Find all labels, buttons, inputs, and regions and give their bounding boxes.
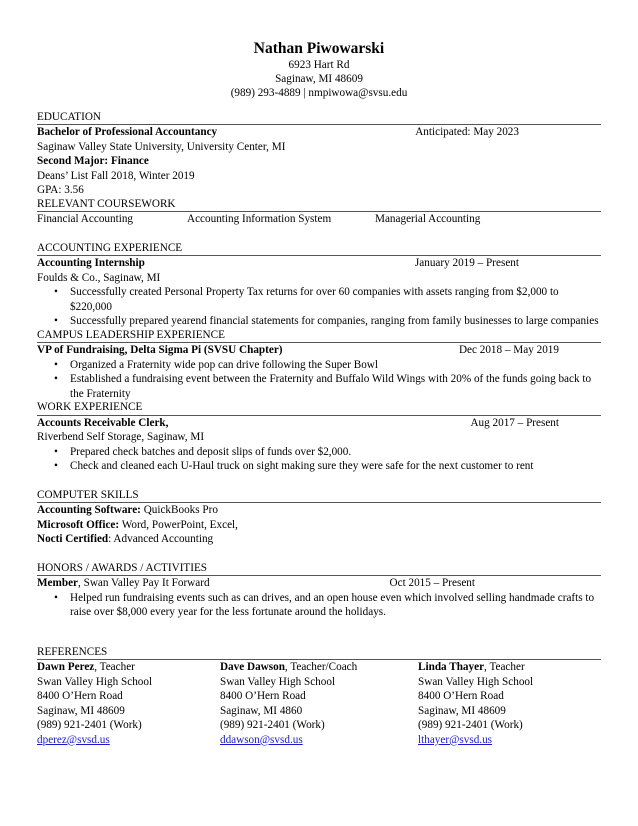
- work-date: Aug 2017 – Present: [470, 416, 559, 429]
- campus-title: CAMPUS LEADERSHIP EXPERIENCE: [37, 329, 601, 344]
- education-section: [37, 111, 601, 198]
- accounting-role: Accounting Internship: [37, 257, 145, 270]
- reference-city: Saginaw, MI 48609: [37, 704, 125, 717]
- reference-school: Swan Valley High School: [418, 675, 534, 688]
- accounting-date: January 2019 – Present: [414, 257, 519, 270]
- reference-card: [37, 660, 220, 747]
- reference-school: Swan Valley High School: [219, 675, 336, 688]
- reference-name-line: [37, 660, 220, 675]
- bullet-text: Check and cleaned each U-Haul truck on sight making sure they were safe for the next customer to rent: [70, 460, 534, 473]
- contact-line: (989) 293-4889 | nmpiwowa@svsu.edu: [230, 87, 408, 100]
- coursework-section: [37, 198, 601, 227]
- list-item: [54, 314, 601, 329]
- skills-section: [37, 489, 601, 547]
- work-role-row: [37, 416, 601, 431]
- honors-role-row: [37, 576, 601, 591]
- bullet-icon: •: [54, 445, 58, 458]
- honors-date: Oct 2015 – Present: [389, 577, 475, 590]
- reference-phone: (989) 921-2401 (Work): [219, 719, 325, 732]
- skill-item: [37, 518, 601, 533]
- list-item: [54, 358, 601, 373]
- honors-role-value: , Swan Valley Pay It Forward: [78, 577, 210, 590]
- bullet-icon: •: [54, 315, 58, 328]
- skill-label: Microsoft Office:: [37, 518, 120, 531]
- skill-label: Accounting Software:: [37, 504, 141, 517]
- campus-section: [37, 329, 601, 402]
- reference-city: Saginaw, MI 48609: [418, 704, 506, 717]
- work-bullets: [37, 445, 601, 474]
- accounting-org: Foulds & Co., Saginaw, MI: [37, 271, 161, 284]
- reference-name: Dave Dawson: [219, 661, 285, 674]
- coursework-title: RELEVANT COURSEWORK: [37, 198, 601, 213]
- work-title: WORK EXPERIENCE: [37, 401, 601, 416]
- honors-title: HONORS / AWARDS / ACTIVITIES: [37, 562, 601, 577]
- bullet-text: Helped run fundraising events such as can drives, and an open house even which involved selling handmade crafts to raise over $8,000 every year for the less fortunate around the holidays.: [70, 591, 595, 619]
- bullet-text: Successfully created Personal Property Tax returns for over 60 companies with assets ranging from $2,000 to $220,000: [70, 286, 559, 313]
- resume-page: [37, 0, 601, 747]
- address-line-2: Saginaw, MI 48609: [275, 73, 363, 86]
- bullet-text: Successfully prepared yearend financial statements for companies, ranging from family businesses to large companies: [70, 315, 599, 328]
- reference-card: [418, 660, 601, 747]
- candidate-name: Nathan Piwowarski: [253, 40, 385, 57]
- bullet-icon: •: [54, 358, 58, 371]
- skill-value: QuickBooks Pro: [140, 504, 218, 517]
- reference-role: , Teacher: [94, 661, 135, 674]
- bullet-text: Organized a Fraternity wide pop can drive following the Super Bowl: [70, 358, 378, 371]
- reference-street: 8400 O’Hern Road: [418, 690, 504, 703]
- bullet-icon: •: [54, 591, 58, 604]
- honors-bullets: [37, 591, 601, 620]
- bullet-text: Prepared check batches and deposit slips of funds over $2,000.: [70, 445, 352, 458]
- list-item: [54, 372, 601, 401]
- list-item: [54, 459, 601, 474]
- reference-role: , Teacher: [484, 661, 525, 674]
- second-major: Second Major: Finance: [37, 155, 149, 168]
- education-title: EDUCATION: [37, 111, 601, 126]
- campus-role-row: [37, 343, 601, 358]
- reference-name: Linda Thayer: [418, 661, 485, 674]
- resume-header: [37, 40, 601, 101]
- address-line-1: 6923 Hart Rd: [288, 59, 350, 71]
- reference-phone: (989) 921-2401 (Work): [37, 719, 142, 732]
- bullet-icon: •: [54, 286, 58, 299]
- references-list: [37, 660, 601, 747]
- reference-email-link[interactable]: dperez@svsd.us: [37, 733, 110, 746]
- reference-card: [220, 660, 418, 747]
- deans-list: Deans’ List Fall 2018, Winter 2019: [37, 169, 195, 182]
- skill-item: [37, 532, 601, 547]
- degree-date: Anticipated: May 2023: [415, 126, 519, 139]
- course-item: Managerial Accounting: [375, 213, 481, 226]
- course-item: Financial Accounting: [37, 213, 134, 226]
- degree-name: Bachelor of Professional Accountancy: [37, 126, 218, 139]
- skill-value: Word, PowerPoint, Excel,: [119, 518, 238, 531]
- bullet-icon: •: [54, 460, 58, 473]
- list-item: [54, 445, 601, 460]
- list-item: [54, 591, 601, 620]
- list-item: [54, 285, 601, 314]
- reference-phone: (989) 921-2401 (Work): [418, 719, 523, 732]
- gpa: GPA: 3.56: [37, 184, 84, 197]
- work-role: Accounts Receivable Clerk,: [37, 416, 169, 429]
- reference-name-line: [418, 660, 601, 675]
- skill-label: Nocti Certified: [37, 533, 109, 546]
- skills-title: COMPUTER SKILLS: [37, 489, 601, 504]
- honors-role: [37, 576, 210, 591]
- bullet-text: Established a fundraising event between the Fraternity and Buffalo Wild Wings with 20% of the funds going back to the Fraternity: [70, 373, 592, 400]
- course-item: Accounting Information System: [187, 213, 332, 226]
- campus-role: VP of Fundraising, Delta Sigma Pi (SVSU Chapter): [37, 344, 283, 357]
- skill-item: [37, 503, 601, 518]
- references-section: [37, 646, 601, 748]
- campus-date: Dec 2018 – May 2019: [458, 344, 559, 357]
- reference-email-link[interactable]: ddawson@svsd.us: [219, 733, 303, 746]
- honors-role-label: Member: [37, 577, 78, 590]
- references-title: REFERENCES: [37, 646, 601, 661]
- degree-row: [37, 125, 601, 140]
- work-org: Riverbend Self Storage, Saginaw, MI: [37, 431, 205, 444]
- reference-name: Dawn Perez: [37, 661, 95, 674]
- course-list: [37, 212, 601, 227]
- reference-school: Swan Valley High School: [37, 675, 153, 688]
- skill-value: : Advanced Accounting: [108, 533, 214, 546]
- accounting-title: ACCOUNTING EXPERIENCE: [37, 242, 601, 257]
- reference-role: , Teacher/Coach: [284, 661, 358, 674]
- campus-bullets: [37, 358, 601, 402]
- reference-street: 8400 O’Hern Road: [219, 690, 306, 703]
- reference-city: Saginaw, MI 4860: [219, 704, 303, 717]
- reference-street: 8400 O’Hern Road: [37, 690, 123, 703]
- accounting-section: [37, 242, 601, 329]
- accounting-role-row: [37, 256, 601, 271]
- work-section: [37, 401, 601, 474]
- reference-name-line: [220, 660, 418, 675]
- accounting-bullets: [37, 285, 601, 329]
- school-name: Saginaw Valley State University, University Center, MI: [37, 140, 286, 153]
- honors-section: [37, 562, 601, 620]
- bullet-icon: •: [54, 373, 58, 386]
- reference-email-link[interactable]: lthayer@svsd.us: [418, 733, 493, 746]
